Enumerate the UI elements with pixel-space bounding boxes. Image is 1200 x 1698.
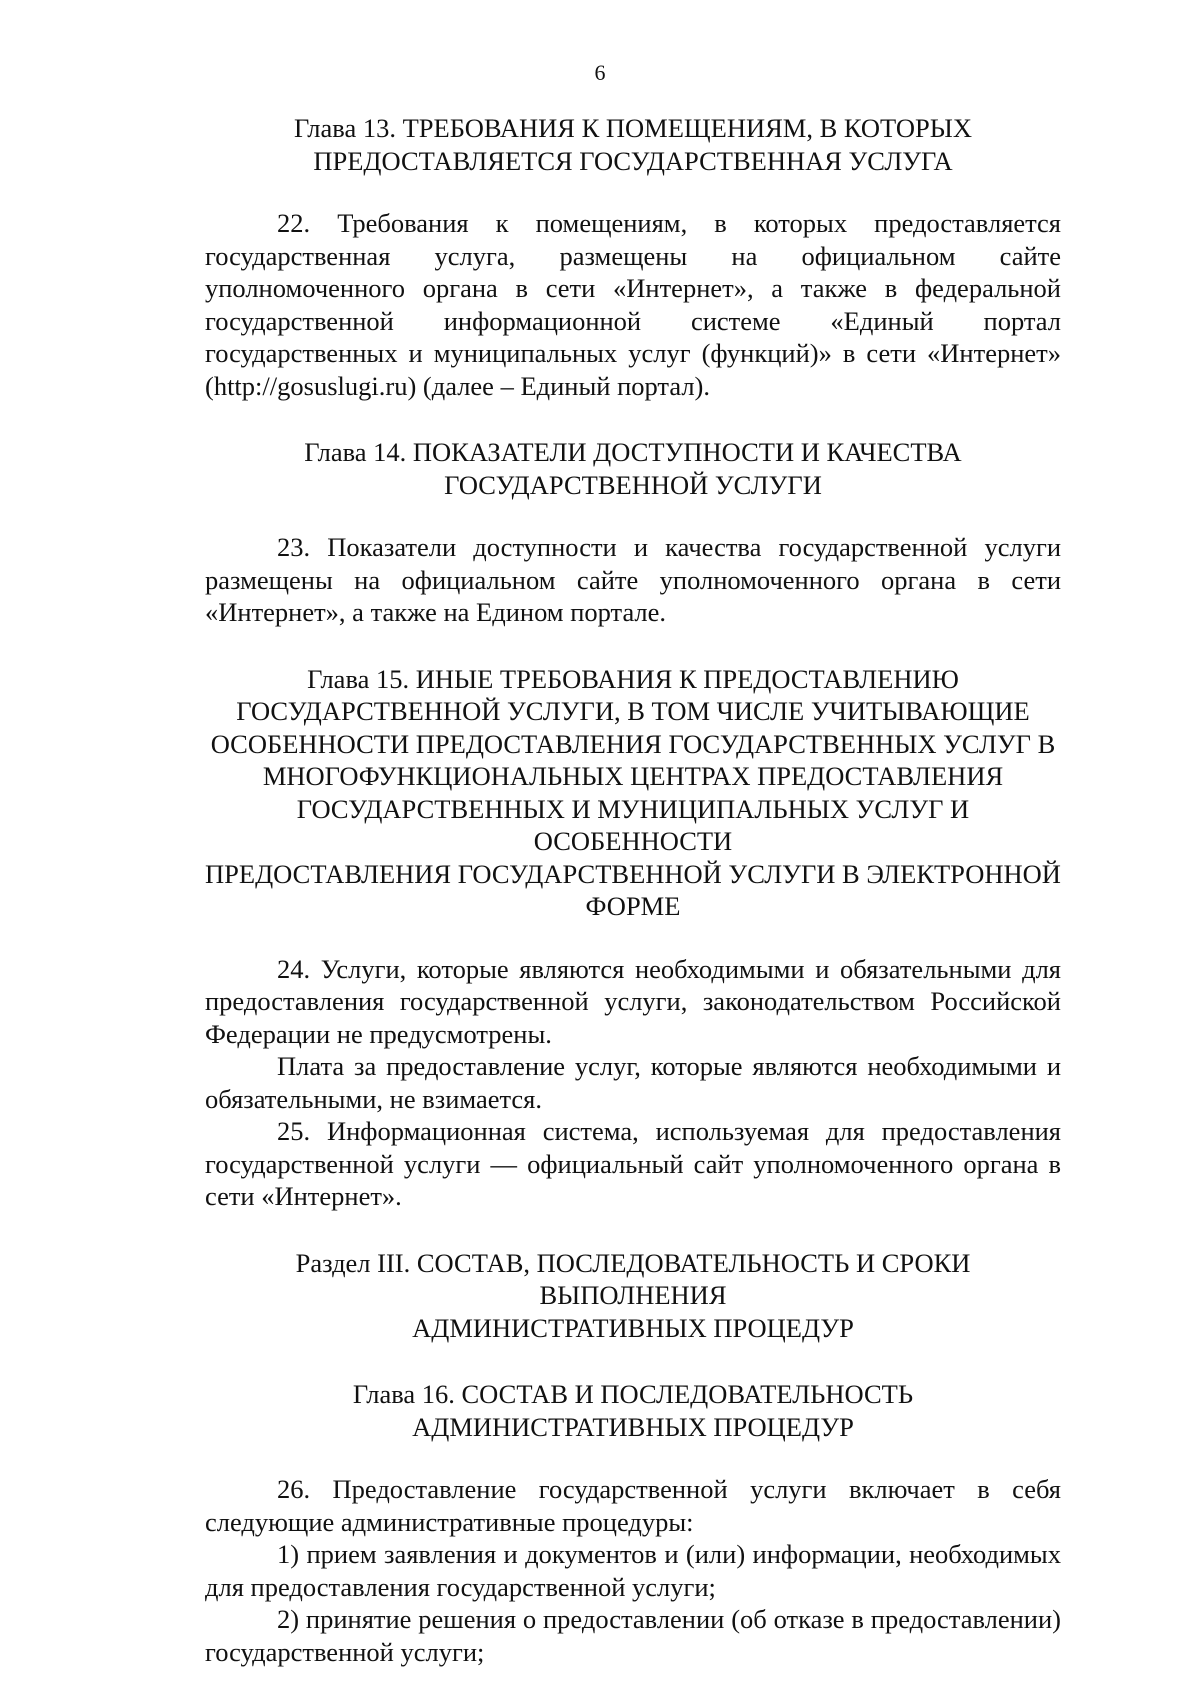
heading-line: ОСОБЕННОСТИ ПРЕДОСТАВЛЕНИЯ ГОСУДАРСТВЕННЫХ УСЛУГ В	[210, 728, 1056, 759]
heading-line: АДМИНИСТРАТИВНЫХ ПРОЦЕДУР	[412, 1312, 854, 1343]
section-3-heading	[205, 1247, 1061, 1345]
paragraph-23: 23. Показатели доступности и качества государственной услуги размещены на официальном сайте уполномоченного органа в сети «Интернет», а также на Едином портале.	[205, 532, 1061, 627]
paragraph-25: 25. Информационная система, используемая для предоставления государственной услуги — официальный сайт уполномоченного органа в сети «Интернет».	[205, 1116, 1061, 1211]
document-body	[205, 112, 1061, 1668]
heading-line: ФОРМЕ	[585, 891, 681, 921]
heading-line: ГОСУДАРСТВЕННОЙ УСЛУГИ, В ТОМ ЧИСЛЕ УЧИТЫВАЮЩИЕ	[236, 696, 1030, 726]
heading-line: Глава 15. ИНЫЕ ТРЕБОВАНИЯ К ПРЕДОСТАВЛЕНИЮ	[307, 663, 959, 694]
chapter-14-heading	[205, 436, 1061, 501]
heading-line: АДМИНИСТРАТИВНЫХ ПРОЦЕДУР	[412, 1411, 854, 1442]
heading-line: ГОСУДАРСТВЕННОЙ УСЛУГИ	[444, 469, 822, 500]
page-number: 6	[594, 60, 606, 85]
list-item-1: 1) прием заявления и документов и (или) информации, необходимых для предоставления государственной услуги;	[205, 1539, 1061, 1602]
paragraph-24: 24. Услуги, которые являются необходимыми и обязательными для предоставления государственной услуги, законодательством Российской Федерации не предусмотрены.	[205, 953, 1061, 1049]
paragraph-26: 26. Предоставление государственной услуги включает в себя следующие административные процедуры:	[205, 1474, 1061, 1537]
chapter-16-heading	[205, 1378, 1061, 1443]
heading-line: ПРЕДОСТАВЛЕНИЯ ГОСУДАРСТВЕННОЙ УСЛУГИ В ЭЛЕКТРОННОЙ	[205, 858, 1061, 889]
heading-line: МНОГОФУНКЦИОНАЛЬНЫХ ЦЕНТРАХ ПРЕДОСТАВЛЕНИЯ	[262, 761, 1004, 791]
list-item-2: 2) принятие решения о предоставлении (об отказе в предоставлении) государственной услуги;	[205, 1604, 1061, 1667]
paragraph-22: 22. Требования к помещениям, в которых предоставляется государственная услуга, размещены на официальном сайте уполномоченного органа в сети «Интернет», а также в федеральной государственной информационной системе «Единый портал государственных и муниципальных услуг (функций)» в сети «Интернет» (http://gosuslugi.ru) (далее – Единый портал).	[205, 208, 1061, 401]
heading-line: Глава 13. ТРЕБОВАНИЯ К ПОМЕЩЕНИЯМ, В КОТОРЫХ	[293, 113, 973, 143]
chapter-15-heading	[205, 663, 1061, 923]
heading-line: ГОСУДАРСТВЕННЫХ И МУНИЦИПАЛЬНЫХ УСЛУГ И ОСОБЕННОСТИ	[296, 793, 970, 856]
chapter-13-heading	[205, 112, 1061, 177]
heading-line: Глава 16. СОСТАВ И ПОСЛЕДОВАТЕЛЬНОСТЬ	[352, 1379, 914, 1409]
paragraph-fee: Плата за предоставление услуг, которые являются необходимыми и обязательными, не взимается.	[205, 1051, 1061, 1114]
heading-line: Раздел III. СОСТАВ, ПОСЛЕДОВАТЕЛЬНОСТЬ И СРОКИ ВЫПОЛНЕНИЯ	[295, 1247, 971, 1310]
heading-line: ПРЕДОСТАВЛЯЕТСЯ ГОСУДАРСТВЕННАЯ УСЛУГА	[313, 145, 953, 176]
heading-line: Глава 14. ПОКАЗАТЕЛИ ДОСТУПНОСТИ И КАЧЕСТВА	[304, 437, 962, 467]
